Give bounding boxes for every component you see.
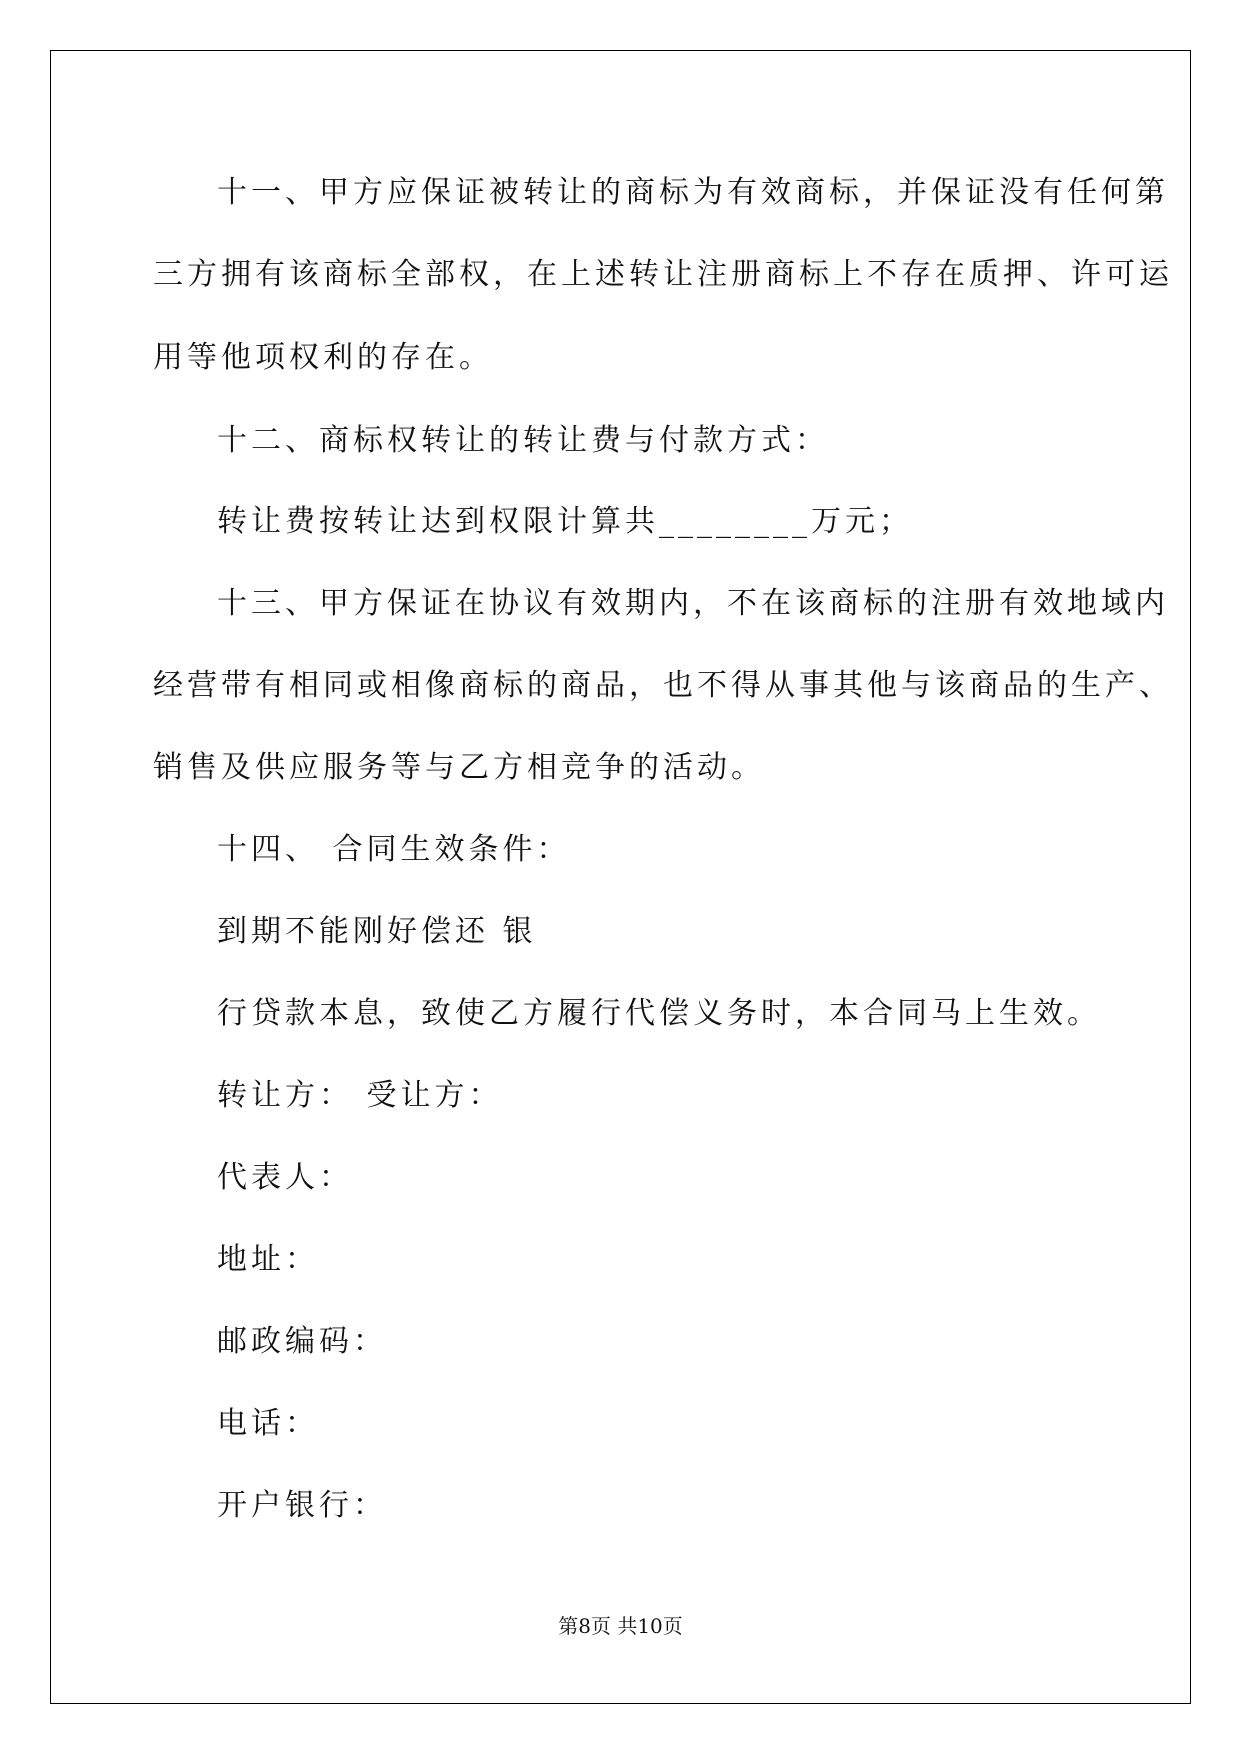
text-line: 电话： <box>217 1406 319 1441</box>
text-line: 开户银行： <box>217 1488 387 1523</box>
text-line: 十三、甲方保证在协议有效期内，不在该商标的注册有效地域内 <box>217 586 1169 621</box>
text-line: 经营带有相同或相像商标的商品，也不得从事其他与该商品的生产、 <box>153 668 1173 703</box>
text-line: 用等他项权利的存在。 <box>153 340 493 375</box>
text-line: 邮政编码： <box>217 1324 387 1359</box>
text-line: 销售及供应服务等与乙方相竞争的活动。 <box>153 750 765 785</box>
text-line: 转让方： 受让方： <box>217 1078 503 1113</box>
page-border <box>50 50 1191 1704</box>
text-line: 十一、甲方应保证被转让的商标为有效商标，并保证没有任何第 <box>217 175 1169 210</box>
text-line: 转让费按转让达到权限计算共________万元； <box>217 504 913 539</box>
text-line: 十二、商标权转让的转让费与付款方式： <box>217 423 829 458</box>
page-number: 第8页 共10页 <box>558 1614 683 1638</box>
text-line: 地址： <box>217 1242 319 1277</box>
text-line: 十四、 合同生效条件： <box>217 832 571 867</box>
text-line: 代表人： <box>217 1160 353 1195</box>
text-line: 行贷款本息，致使乙方履行代偿义务时，本合同马上生效。 <box>217 996 1101 1031</box>
text-line: 到期不能刚好偿还 银 <box>217 914 537 949</box>
text-line: 三方拥有该商标全部权，在上述转让注册商标上不存在质押、许可运 <box>153 257 1173 292</box>
